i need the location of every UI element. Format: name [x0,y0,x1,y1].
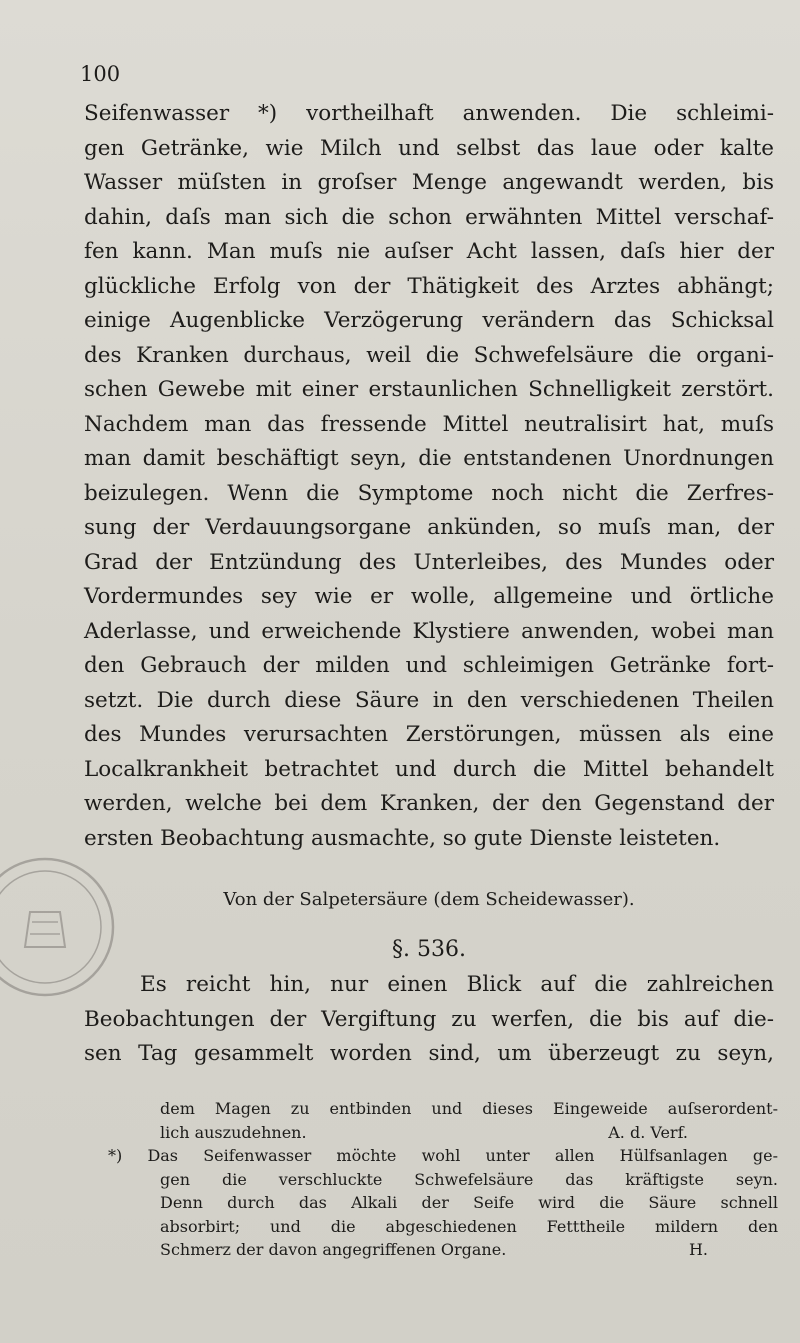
page-number: 100 [80,62,121,86]
text-line: beizulegen. Wenn die Symptome noch nicht die Zerfres- [84,480,774,506]
text-line: werden, welche bei dem Kranken, der den Gegenstand der [84,791,774,816]
footnote-line: dem Magen zu entbinden und dieses Eingeweide auſserordent- [160,1099,778,1118]
text-line: Vordermundes sey wie er wolle, allgemeine und örtliche [84,584,774,609]
text-line: Nachdem man das fressende Mittel neutralisirt hat, muſs [84,411,774,437]
text-line: Wasser müſsten in groſser Menge angewandt werden, bis [84,170,774,195]
footnote-text: Schmerz der davon angegriffenen Organe. [160,1240,507,1259]
footnote-line: Denn durch das Alkali der Seife wird die Säure schnell [160,1193,778,1212]
text-line: Localkrankheit betrachtet und durch die Mittel behandelt [84,756,774,782]
footnote-line: absorbirt; und die abgeschiedenen Fetttheile mildern den [160,1216,778,1236]
section-heading: Von der Salpetersäure (dem Scheidewasser). [223,889,635,910]
text-line: dahin, daſs man sich die schon erwähnten Mittel verschaf- [84,204,774,230]
paragraph-continued [84,97,774,856]
footnote-line: *) Das Seifenwasser möchte wohl unter allen Hülfsanlagen ge- [108,1146,778,1165]
footnote-line: gen die verschluckte Schwefelsäure das kräftigste seyn. [160,1169,778,1189]
text-line: Aderlasse, und erweichende Klystiere anwenden, wobei man [84,618,774,644]
footnote-text: lich auszudehnen. [160,1122,307,1142]
footnote-line [108,1121,778,1145]
text-line: des Kranken durchaus, weil die Schwefelsäure die organi- [84,342,774,368]
text-line: des Mundes verursachten Zerstörungen, müssen als eine [84,722,774,747]
text-line: ersten Beobachtung ausmachte, so gute Dienste leisteten. [84,825,721,851]
text-line: sung der Verdauungsorgane ankünden, so muſs man, der [84,515,774,540]
footnote-attribution: H. [688,1240,708,1259]
text-line: Beobachtungen der Vergiftung zu werfen, die bis auf die- [84,1006,774,1032]
footnote-attribution: A. d. Verf. [608,1122,688,1142]
paragraph-section-536 [84,968,774,1072]
footnotes [108,1097,778,1262]
text-line: schen Gewebe mit einer erstaunlichen Schnelligkeit zerstört. [84,377,774,402]
text-line: setzt. Die durch diese Säure in den verschiedenen Theilen [84,687,774,713]
section-number: §. 536. [392,937,466,962]
text-line: man damit beschäftigt seyn, die entstandenen Unordnungen [84,446,774,471]
text-line: den Gebrauch der milden und schleimigen Getränke fort- [84,653,774,678]
footnote-line [108,1238,778,1262]
text-line: Es reicht hin, nur einen Blick auf die zahlreichen [140,972,774,997]
text-line: glückliche Erfolg von der Thätigkeit des Arztes abhängt; [84,273,774,299]
text-line: einige Augenblicke Verzögerung verändern das Schicksal [84,308,774,333]
text-line: Seifenwasser *) vortheilhaft anwenden. Die schleimi- [84,101,774,126]
text-line: gen Getränke, wie Milch und selbst das laue oder kalte [84,135,774,161]
text-line: sen Tag gesammelt worden sind, um überzeugt zu seyn, [84,1041,774,1066]
text-line: fen kann. Man muſs nie auſser Acht lassen, daſs hier der [84,239,774,264]
text-line: Grad der Entzündung des Unterleibes, des Mundes oder [84,549,774,575]
